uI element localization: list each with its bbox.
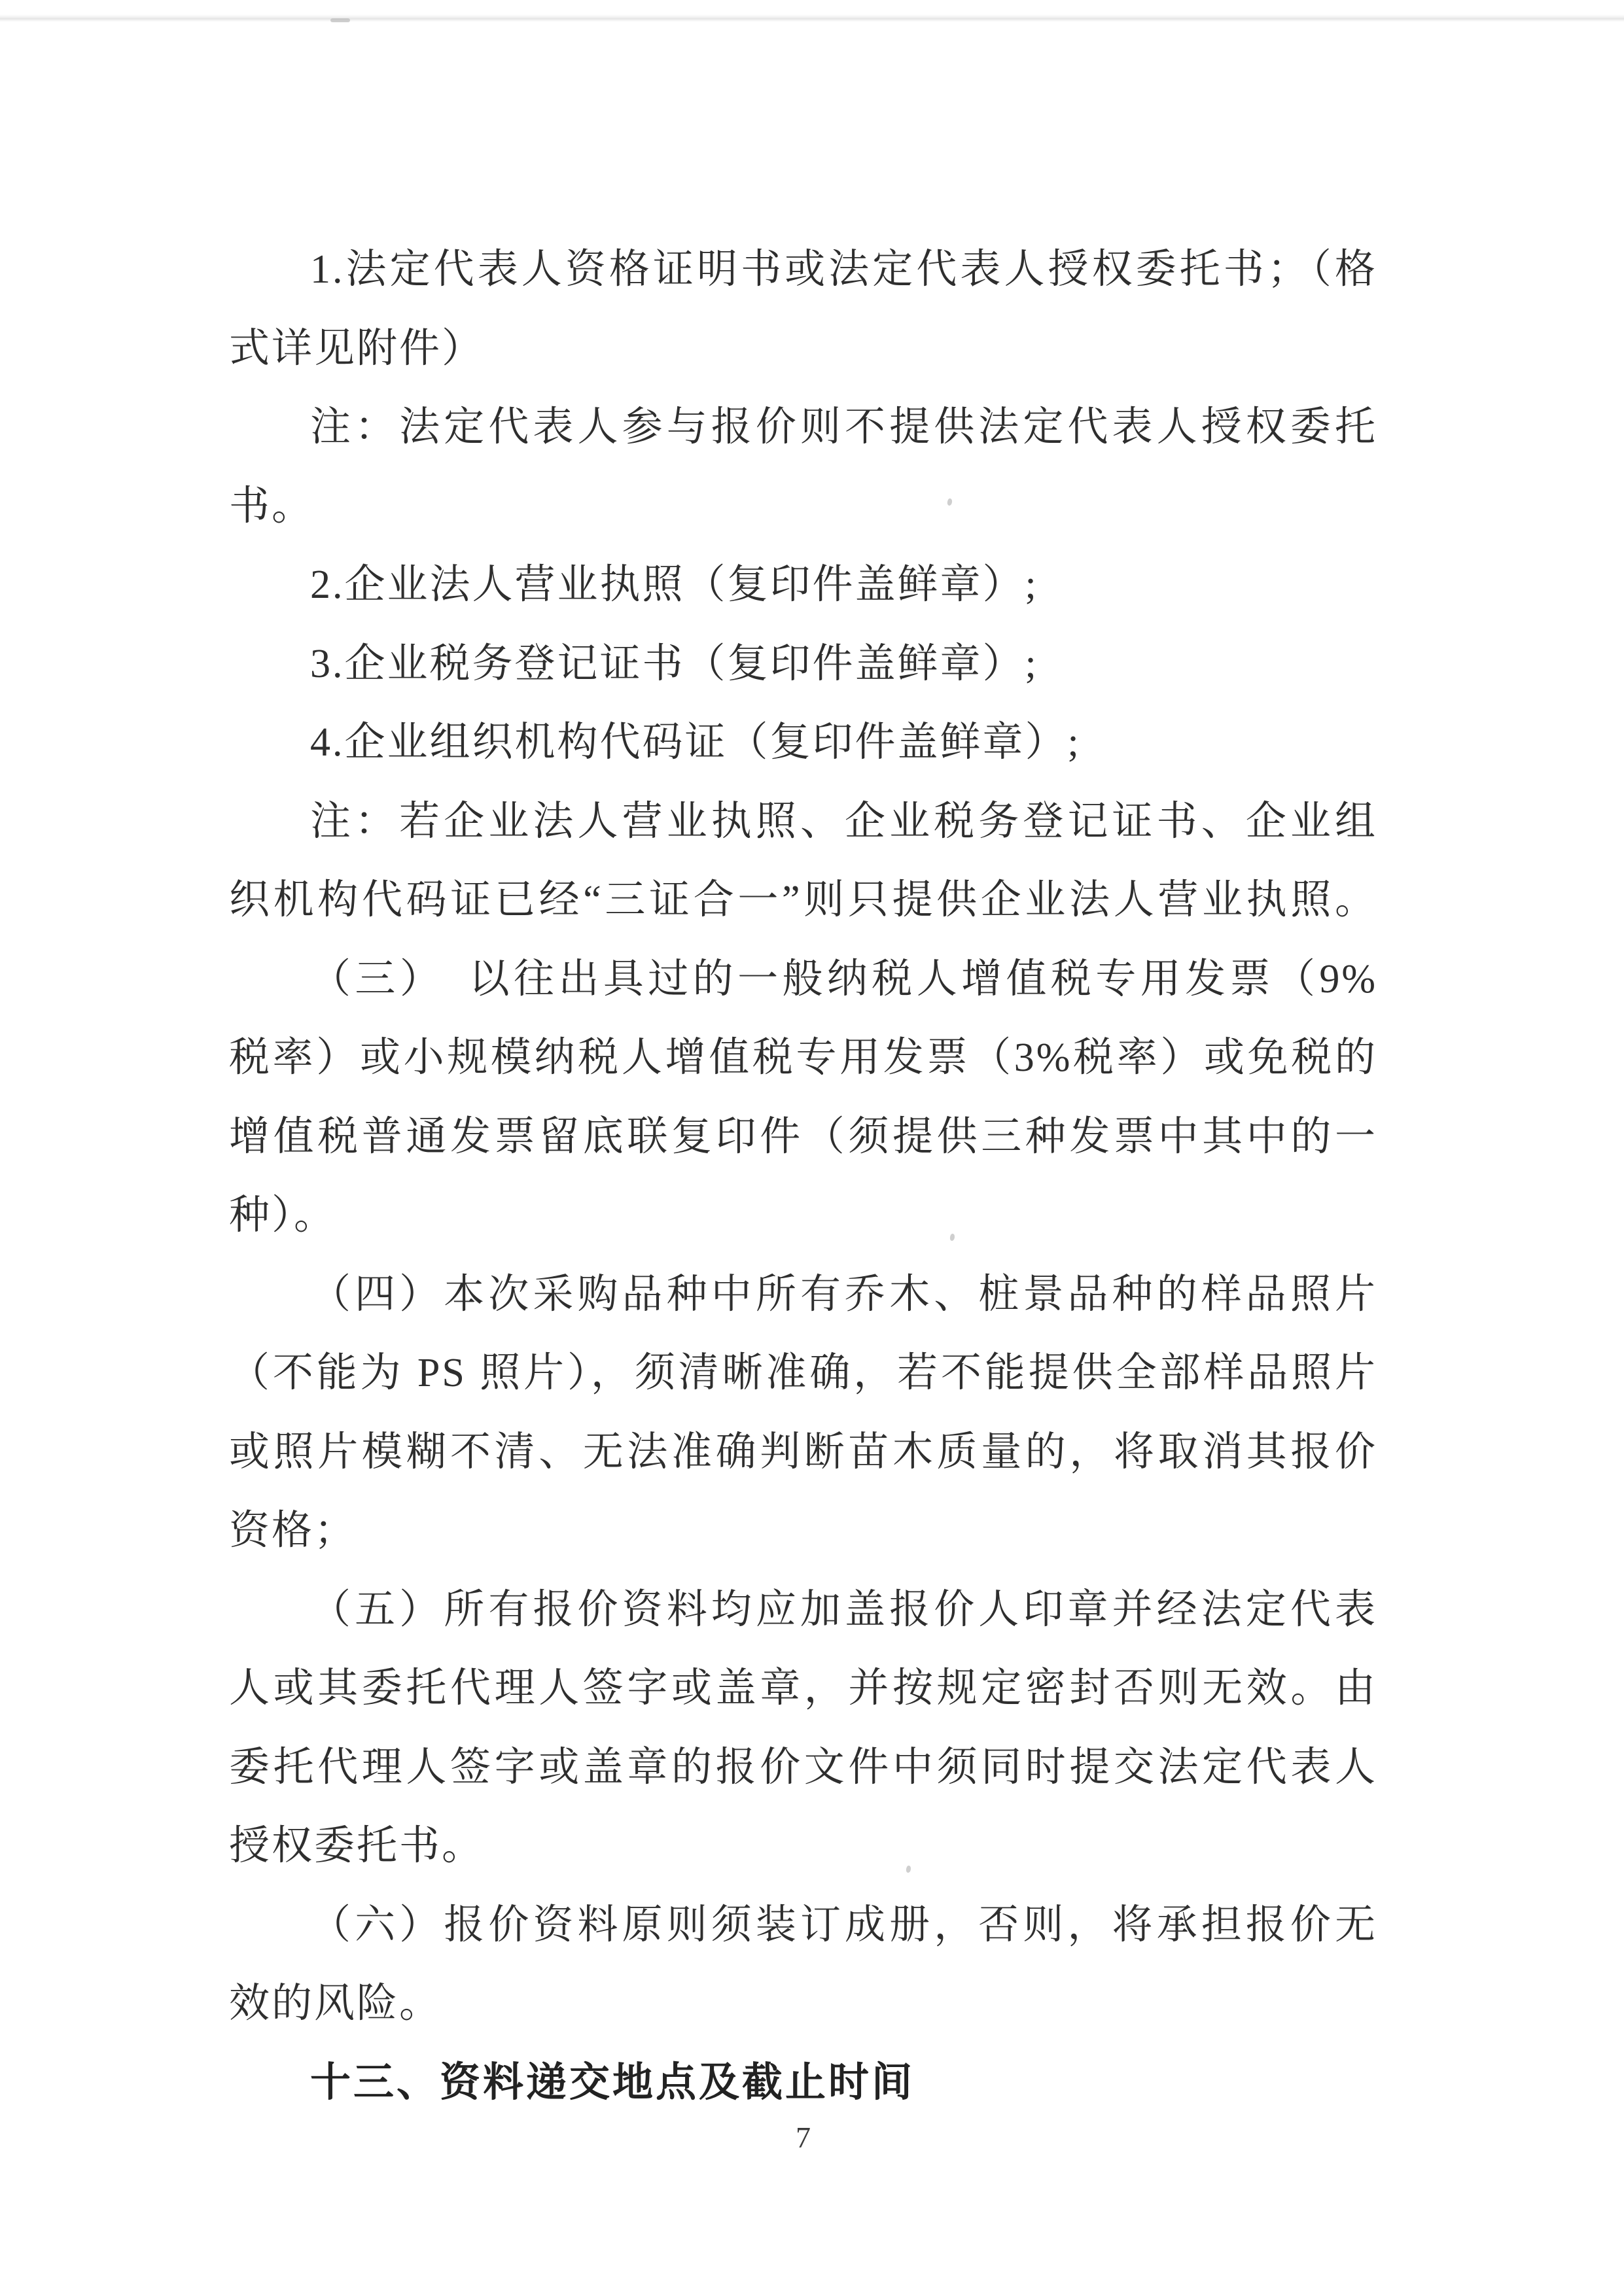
doc-line: （不能为 PS 照片），须清晰准确，若不能提供全部样品照片: [229, 1351, 1377, 1395]
document-body: [229, 230, 1377, 2122]
doc-line: 式详见附件）: [229, 326, 485, 371]
doc-line: 书。: [229, 483, 315, 529]
doc-line: 税率）或小规模纳税人增值税专用发票（3%税率）或免税的: [229, 1035, 1377, 1080]
doc-line: （三） 以往出具过的一般纳税人增值税专用发票（9%: [310, 956, 1377, 1001]
doc-line: 4.企业组织机构代码证（复印件盖鲜章）;: [310, 720, 1081, 765]
doc-line: 委托代理人签字或盖章的报价文件中须同时提交法定代表人: [229, 1745, 1377, 1790]
scan-edge-artifact: [0, 14, 1624, 22]
doc-line: 2.企业法人营业执照（复印件盖鲜章）;: [310, 563, 1038, 607]
doc-line: 3.企业税务登记证书（复印件盖鲜章）;: [310, 641, 1038, 686]
doc-line: 效的风险。: [229, 1981, 442, 2026]
doc-line: 1.法定代表人资格证明书或法定代表人授权委托书；（格: [310, 247, 1377, 292]
doc-line: 或照片模糊不清、无法准确判断苗木质量的，将取消其报价: [229, 1429, 1377, 1474]
doc-line: 注：若企业法人营业执照、企业税务登记证书、企业组: [310, 799, 1377, 844]
doc-line: 注：法定代表人参与报价则不提供法定代表人授权委托: [310, 405, 1377, 449]
doc-line: （四）本次采购品种中所有乔木、桩景品种的样品照片: [310, 1272, 1377, 1317]
doc-line: 资格；: [229, 1508, 357, 1553]
doc-line: 授权委托书。: [229, 1824, 485, 1868]
doc-line: （五）所有报价资料均应加盖报价人印章并经法定代表: [310, 1587, 1377, 1632]
doc-line: 织机构代码证已经“三证合一”则只提供企业法人营业执照。: [229, 878, 1377, 922]
doc-line: 增值税普通发票留底联复印件（须提供三种发票中其中的一: [229, 1114, 1377, 1159]
doc-line: 种）。: [229, 1193, 337, 1238]
section-heading: 十三、资料递交地点及截止时间: [310, 2059, 915, 2105]
doc-line: （六）报价资料原则须装订成册，否则，将承担报价无: [310, 1902, 1377, 1947]
scan-edge-mark: [330, 18, 350, 22]
doc-line: 人或其委托代理人签字或盖章，并按规定密封否则无效。由: [229, 1666, 1377, 1711]
page-number: 7: [796, 2121, 811, 2154]
